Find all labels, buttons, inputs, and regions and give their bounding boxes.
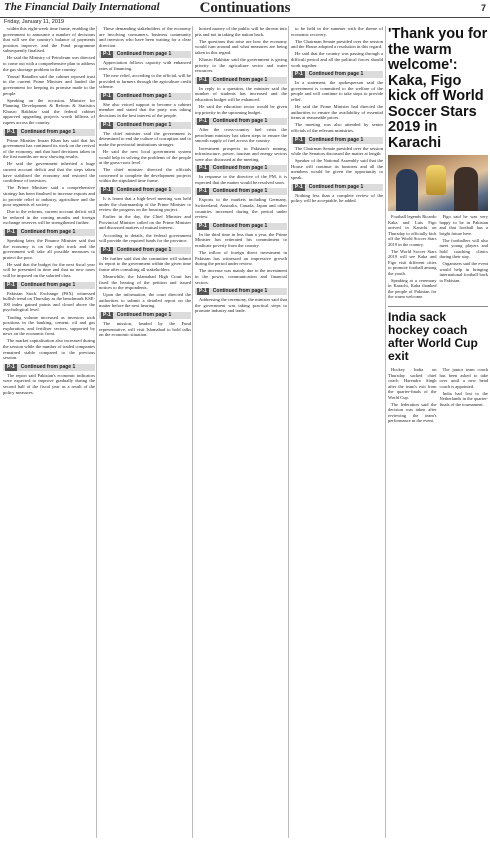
feature-paragraph: Speaking at a ceremony in Karachi, Kaka thanked the people of Pakistan for the warm welcome. [388, 277, 437, 299]
article-paragraph: The chief minister said the government is determined to end the culture of corruption and to make the provincial institutions stronger. [99, 130, 191, 147]
article-paragraph: The report said Pakistan's economic indicators were expected to improve gradually during the second half of the fiscal year as a result of the policy measures. [3, 372, 95, 395]
second-col-right [440, 367, 489, 425]
continued-label: Continued from page 1 [116, 92, 172, 99]
continued-banner [195, 118, 287, 125]
article-paragraph: Earlier in the day, the Chief Minister and Provincial Minister called on the Prime Minister and discussed matters of mutual interest. [99, 214, 191, 231]
continued-banner [3, 364, 95, 371]
article-paragraph: Trading volume increased as investors took positions in the banking, cement, oil and gas exploration, and fertiliser sectors, supported by news on the economic front. [3, 314, 95, 337]
article-paragraph: In a statement, the spokesperson said the government is committed to the welfare of the people and will continue to take steps to provide relief. [291, 80, 383, 102]
article-paragraph: The questions that arise are how the economy would turn around and what measures are being taken in this regard. [195, 38, 287, 55]
article-paragraph: Meanwhile, the Islamabad High Court has fixed the hearing of the petition and issued notices to the respondents. [99, 274, 191, 291]
continued-label: Continued from page 1 [212, 188, 268, 195]
feature-paragraph: The junior team coach has been asked to take over until a new head coach is appointed. [439, 367, 488, 389]
continued-label: Continued from page 1 [20, 281, 76, 288]
football-photo [388, 155, 488, 211]
article-paragraph: within this eight-week time frame, enabling the government to announce a number of decisions that will see the country's balance of payments position improve, and the Fund programme subsequently finalised. [3, 26, 95, 54]
article-paragraph: In reply to a question, the minister said the number of students has increased and the education budget will be enhanced. [195, 85, 287, 102]
article-paragraph: Prime Minister Imran Khan has said that his government has continued its work on the revival of the economy, and that hard decisions taken in the first months are now showing results. [3, 137, 95, 160]
article-paragraph: He said that the country was passing through a difficult period and all the political forces should work together. [291, 51, 383, 68]
continued-label: Continued from page 1 [308, 183, 364, 190]
article-paragraph: Due to the reforms, current account deficit will be reduced in the coming months and foreign exchange reserves will be strengthened further. [3, 209, 95, 226]
page-ref: P-1 [199, 288, 207, 295]
page-ref: P-1 [199, 118, 207, 125]
continued-banner [99, 187, 191, 194]
continued-banner [99, 122, 191, 129]
continued-banner [195, 288, 287, 295]
feature-paragraph: Organisers said the event would help in bringing international football back to Pakistan. [439, 261, 488, 283]
feature-paragraph: The federation said the decision was taken after reviewing the team's performance in the event. [388, 401, 437, 423]
continued-label: Continued from page 1 [308, 71, 364, 78]
article-paragraph: The Prime Minister said a comprehensive strategy has been finalised to increase exports and to provide relief to industry, agriculture and the poor segments of society. [3, 185, 95, 208]
continued-label: Continued from page 1 [212, 222, 268, 229]
continued-label: Continued from page 1 [308, 136, 364, 143]
trophy-icon [426, 165, 446, 195]
article-paragraph: These demanding stakeholders of the economy are involving consumers, business community and investors who have been waiting for a clear direction. [99, 26, 191, 48]
article-paragraph: The meeting was also attended by senior officials of the relevant ministries. [291, 122, 383, 133]
article-paragraph: Pakistan Stock Exchange (PSX) witnessed bullish trend on Thursday as the benchmark KSE-100 index gained points and closed above the psychological level. [3, 290, 95, 313]
feature-paragraph: The World Soccer Stars 2019 will see Kaka and Figo visit different cities to promote football among the youth. [388, 248, 437, 276]
story-divider [388, 306, 488, 307]
page-ref: P-1 [199, 76, 207, 83]
continued-banner [99, 51, 191, 58]
article-paragraph: In the third time in less than a year, the Prime Minister has reiterated his commitment to eradicate poverty from the country. [195, 231, 287, 249]
article-paragraph: Addressing the ceremony, the minister said that the government was taking practical steps to promote industry and trade. [195, 297, 287, 314]
page-ref: P-1 [199, 165, 207, 172]
masthead [0, 0, 490, 18]
player-figure [454, 167, 478, 211]
continued-banner [99, 312, 191, 319]
column-divider [288, 26, 289, 838]
continued-label: Continued from page 1 [116, 312, 172, 319]
article-paragraph: She also voiced support to become a cabinet member and stated that the party was taking decisions in the best interest of the people. [99, 101, 191, 119]
article-paragraph: The Chairman Senate presided over the session and the House adopted a resolution in this regard. [291, 38, 383, 50]
column-divider [192, 26, 193, 838]
page-ref: P-1 [103, 246, 111, 253]
article-paragraph: The Chairman Senate presided over the session while the Senators discussed the matter at length. [291, 145, 383, 157]
article-paragraph: He said the government inherited a huge current account deficit and that the steps taken have stabilised the economy and restored the confidence of investors. [3, 161, 95, 184]
feature-paragraph: India had lost to the Netherlands in the quarter-finals of the tournament. [439, 390, 488, 407]
article-paragraph: hosted money of the public will be thrown into pits and not in taking the nation back. [195, 26, 287, 37]
article-paragraph: Investment prospects in Pakistan's mining, infrastructure, power, tourism and energy sectors were also discussed at the meeting. [195, 145, 287, 162]
continued-label: Continued from page 1 [212, 165, 268, 172]
article-paragraph: He said the Prime Minister had directed the authorities to ensure the availability of essential items at reasonable prices. [291, 104, 383, 121]
continued-label: Continued from page 1 [116, 121, 172, 128]
article-paragraph: Nothing less than a complete review of the policy will be acceptable, he added. [291, 192, 383, 204]
text-column-3 [195, 26, 287, 838]
second-col-left [388, 367, 437, 425]
page-ref: P-1 [103, 312, 111, 319]
continued-label: Continued from page 1 [212, 118, 268, 125]
column-divider [385, 26, 386, 838]
article-paragraph: He said the new local government system would help in solving the problems of the people at the grass-roots level. [99, 148, 191, 166]
article-paragraph: The inflow of foreign direct investment in Pakistan has witnessed an impressive growth during the period under review. [195, 250, 287, 267]
feature-body [388, 214, 488, 301]
page-ref: P-1 [295, 183, 303, 190]
article-paragraph: Yousaf Baiadlea said the cabinet reposed trust in the current Prime Minister and lauded the government for keeping its promise made to the people. [3, 73, 95, 96]
continued-banner [3, 129, 95, 136]
feature-paragraph: Football legends Ricardo Kaka and Luis Figo arrived in Karachi on Thursday to officially kick off the World Soccer Stars 2019 in the country. [388, 214, 437, 247]
continued-label: Continued from page 1 [20, 363, 76, 370]
article-paragraph: According to details, the federal government will provide the required funds for the province. [99, 232, 191, 244]
page-ref: P-1 [7, 281, 15, 288]
continued-banner [291, 137, 383, 144]
feature-headline: 'Thank you for the warm welcome': Kaka, Figo kick off World Soccer Stars 2019 in Karachi [388, 26, 488, 151]
page-ref: P-1 [103, 92, 111, 99]
page-ref: P-1 [7, 363, 15, 370]
continued-banner [291, 71, 383, 78]
dateline: Friday, January 11, 2019 [4, 19, 65, 25]
second-headline: India sack hockey coach after World Cup exit [388, 310, 478, 363]
page-ref: P-1 [199, 222, 207, 229]
second-story-body [388, 367, 488, 425]
feature-column [388, 24, 488, 840]
article-paragraph: He said that the budget for the next fiscal year will be presented in time and that no new taxes will be imposed on the salaried class. [3, 261, 95, 279]
feature-col-right [440, 214, 489, 301]
page-ref: P-1 [295, 71, 303, 78]
article-paragraph: The chief minister directed the officials concerned to complete the development projects within the stipulated time frame. [99, 167, 191, 184]
page-ref: P-1 [103, 51, 111, 58]
article-paragraph: Exports to the markets including Germany, Switzerland, Australia, Canada, Japan and other countries increased during the period under review. [195, 197, 287, 220]
continued-label: Continued from page 1 [212, 76, 268, 83]
feature-paragraph: Hockey India on Thursday sacked chief coach Harendra Singh after the team's exit from the quarter-finals of the World Cup. [388, 367, 437, 400]
page-ref: P-1 [103, 186, 111, 193]
page-ref: P-1 [7, 128, 15, 135]
article-paragraph: Speaking later, the Finance Minister said that the economy is on the right track and the government will take all possible measures to protect the poor. [3, 238, 95, 260]
page-number: 7 [480, 3, 486, 13]
article-paragraph: Upon the information, the court directed the authorities to submit a detailed report on the matter before the next hearing. [99, 292, 191, 309]
player-figure [396, 169, 418, 211]
page-ref: P-1 [103, 121, 111, 128]
continued-banner [99, 93, 191, 100]
continued-banner [195, 188, 287, 195]
continued-label: Continued from page 1 [116, 186, 172, 193]
article-paragraph: Speaking on the occasion, Minister for Planning Development & Reform & Statistics Khusro Bakhtiar said the federal cabinet approved upgrading projects worth billions of rupees across the country. [3, 97, 95, 125]
continued-banner [291, 184, 383, 191]
continued-banner [195, 165, 287, 172]
text-column-2 [99, 26, 191, 838]
article-paragraph: In response to the directive of the PM, it is expected that the matter would be resolved soon. [195, 174, 287, 185]
article-paragraph: Appreciation follows capacity with enhanced rates of financing. [99, 60, 191, 71]
article-paragraph: He further said that the committee will submit its report to the government within the given time frame after consulting all stakeholders. [99, 255, 191, 272]
continued-label: Continued from page 1 [20, 128, 76, 135]
continued-banner [3, 282, 95, 289]
article-paragraph: Speaker of the National Assembly said that the House will continue its business and all the members would be given the opportunity to speak. [291, 158, 383, 180]
continued-banner [3, 229, 95, 236]
paper-name: The Financial Daily International [4, 1, 160, 13]
text-column-4 [291, 26, 383, 838]
page-ref: P-1 [295, 136, 303, 143]
continued-label: Continued from page 1 [212, 288, 268, 295]
article-paragraph: The market capitalisation also increased during the session while the number of traded companies remained stable compared to the previous session. [3, 338, 95, 361]
continued-banner [99, 247, 191, 254]
article-paragraph: The new relief, according to the official, will be provided to farmers through the agriculture credit scheme. [99, 73, 191, 90]
page-ref: P-1 [199, 188, 207, 195]
article-paragraph: He said the education sector would be given top priority in the upcoming budget. [195, 104, 287, 115]
article-paragraph: It is learnt that a high-level meeting was held under the chairmanship of the Prime Minister to review the progress on the housing project. [99, 195, 191, 213]
feature-paragraph: Figo said he was very happy to be in Pakistan and that football has a bright future here. [439, 214, 488, 236]
article-paragraph: Khusro Bakhtiar said the government is giving priority to the agriculture sector and water resources. [195, 56, 287, 74]
feature-col-left [388, 214, 437, 301]
article-paragraph: The mission, headed by the Fund representative, will visit Islamabad to hold talks on the economic situation. [99, 321, 191, 338]
section-title: Continuations [199, 0, 291, 16]
continued-banner [195, 77, 287, 84]
article-paragraph: to be held in the summer with the theme of economic recovery. [291, 26, 383, 37]
article-paragraph: He said the Ministry of Petroleum was directed to come out with a comprehensive plan to address the gas shortage problem in the country. [3, 55, 95, 72]
continued-banner [195, 223, 287, 230]
article-paragraph: After the cross-country fuel crisis the petroleum ministry has taken steps to ensure the smooth supply of fuel across the country. [195, 127, 287, 144]
continued-label: Continued from page 1 [20, 229, 76, 235]
article-paragraph: The increase was mainly due to the investment in the power, communication and financial sectors. [195, 268, 287, 285]
page-ref: P-1 [7, 229, 15, 235]
feature-paragraph: The footballers will also meet young players and hold coaching clinics during their stay. [439, 237, 488, 259]
text-column-1 [3, 26, 95, 838]
column-divider [96, 26, 97, 838]
continued-label: Continued from page 1 [116, 51, 172, 58]
continued-label: Continued from page 1 [116, 246, 172, 253]
